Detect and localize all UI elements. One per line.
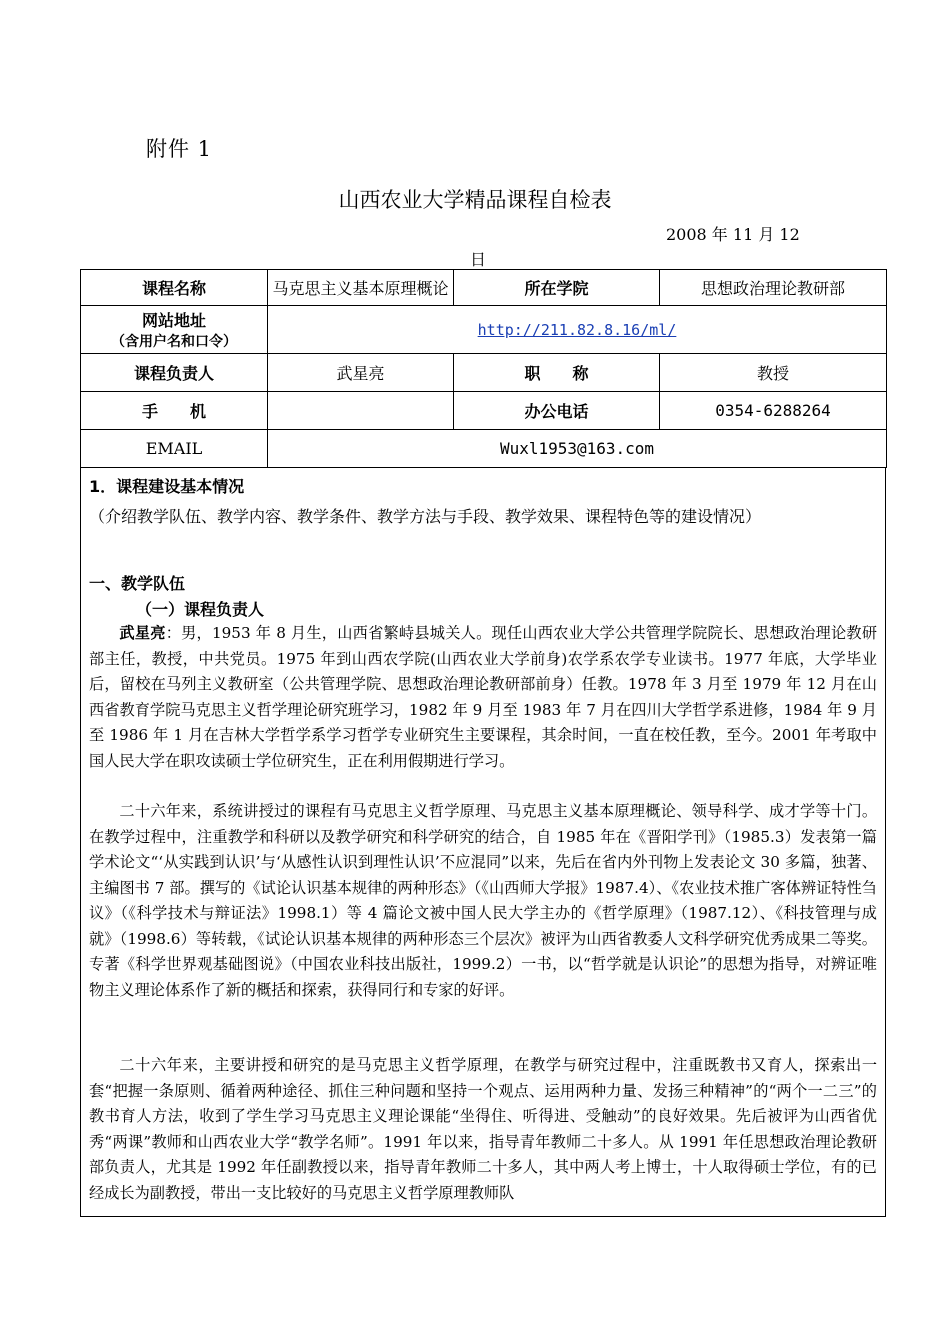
website-sublabel: （含用户名和口令） bbox=[111, 334, 237, 350]
mobile-value bbox=[268, 392, 454, 430]
email-label: EMAIL bbox=[81, 430, 268, 468]
course-info-table bbox=[80, 269, 887, 468]
title-label: 职 称 bbox=[454, 354, 660, 392]
email-value: Wuxl1953@163.com bbox=[268, 430, 887, 468]
subheading-course-leader: （一）课程负责人 bbox=[136, 600, 265, 619]
paragraph-leader-bio bbox=[89, 621, 877, 774]
date-line-2: 日 bbox=[470, 250, 487, 269]
table-row bbox=[81, 392, 887, 430]
leader-bio-text: ：男，1953 年 8 月生，山西省繁峙县城关人。现任山西农业大学公共管理学院院长、思想政治理论教研部主任，教授，中共党员。1975 年到山西农学院(山西农业大学前身)农学系农学专业读书。1977 年底，大学毕业后，留校在马列主义教研室（公共管理学院、思想政治理论教研部前身）任教。1978 年 3 月至 1979 年 12 月在山西省教育学院马克思主义哲学理论研究班学习，1982 年 9 月至 1983 年 7 月在四川大学哲学系进修，1984 年 9 月至 1986 年 1 月在吉林大学哲学系学习哲学专业研究生主要课程，其余时间，一直在校任教，至今。2001 年考取中国人民大学在职攻读硕士学位研究生，正在利用假期进行学习。 bbox=[89, 624, 878, 770]
table-row bbox=[81, 354, 887, 392]
leader-name-bold: 武星亮 bbox=[119, 624, 166, 642]
college-value: 思想政治理论教研部 bbox=[660, 270, 887, 306]
website-cell bbox=[268, 306, 887, 354]
table-row bbox=[81, 430, 887, 468]
date-line-1: 2008 年 11 月 12 bbox=[666, 225, 800, 244]
paragraph-teaching-research: 二十六年来，系统讲授过的课程有马克思主义哲学原理、马克思主义基本原理概论、领导科学、成才学等十门。在教学过程中，注重教学和科研以及教学研究和科学研究的结合，自 1985 年在《晋阳学刊》（1985.3）发表第一篇学术论文“‘从实践到认识’与‘从感性认识到理性认识’不应混同”以来，先后在省内外刊物上发表论文 30 多篇，独著、主编图书 7 部。撰写的《试论认识基本规律的两种形态》（《山西师大学报》1987.4）、《农业技术推广客体辨证特性刍议》（《科学技术与辩证法》1998.1）等 4 篇论文被中国人民大学主办的《哲学原理》（1987.12）、《科技管理与成就》（1998.6）等转载，《试论认识基本规律的两种形态三个层次》被评为山西省教委人文科学研究优秀成果二等奖。专著《科学世界观基础图说》（中国农业科技出版社，1999.2）一书，以“哲学就是认识论”的思想为指导，对辨证唯物主义理论体系作了新的概括和探索，获得同行和专家的好评。 bbox=[89, 802, 877, 999]
website-label: 网站地址 bbox=[141, 311, 206, 330]
office-phone-label: 办公电话 bbox=[454, 392, 660, 430]
office-phone-value: 0354-6288264 bbox=[660, 392, 887, 430]
course-construction-section bbox=[80, 468, 886, 1217]
title-value: 教授 bbox=[660, 354, 887, 392]
mobile-label: 手 机 bbox=[81, 392, 268, 430]
course-name-label: 课程名称 bbox=[81, 270, 268, 306]
attachment-label: 附件 1 bbox=[146, 137, 213, 161]
course-name-value: 马克思主义基本原理概论 bbox=[268, 270, 454, 306]
part-heading-teaching-team: 一、教学队伍 bbox=[89, 574, 186, 593]
website-label-cell bbox=[81, 306, 268, 354]
document-title: 山西农业大学精品课程自检表 bbox=[338, 188, 612, 212]
leader-value: 武星亮 bbox=[268, 354, 454, 392]
leader-label: 课程负责人 bbox=[81, 354, 268, 392]
college-label: 所在学院 bbox=[454, 270, 660, 306]
section-note: （介绍教学队伍、教学内容、教学条件、教学方法与手段、教学效果、课程特色等的建设情况） bbox=[89, 507, 762, 526]
website-link[interactable]: http://211.82.8.16/ml/ bbox=[477, 321, 677, 339]
table-row bbox=[81, 270, 887, 306]
section-heading: 1．课程建设基本情况 bbox=[89, 477, 245, 496]
table-row bbox=[81, 306, 887, 354]
paragraph-teaching-method: 二十六年来，主要讲授和研究的是马克思主义哲学原理，在教学与研究过程中，注重既教书又育人，探索出一套“把握一条原则、循着两种途径、抓住三种问题和坚持一个观点、运用两种力量、发扬三种精神”的“两个一二三”的教书育人方法，收到了学生学习马克思主义理论课能“坐得住、听得进、受触动”的良好效果。先后被评为山西省优秀“两课”教师和山西农业大学“教学名师”。1991 年以来，指导青年教师二十多人。从 1991 年任思想政治理论教研部负责人，尤其是 1992 年任副教授以来，指导青年教师二十多人，其中两人考上博士，十人取得硕士学位，有的已经成长为副教授，带出一支比较好的马克思主义哲学原理教师队 bbox=[89, 1056, 877, 1202]
